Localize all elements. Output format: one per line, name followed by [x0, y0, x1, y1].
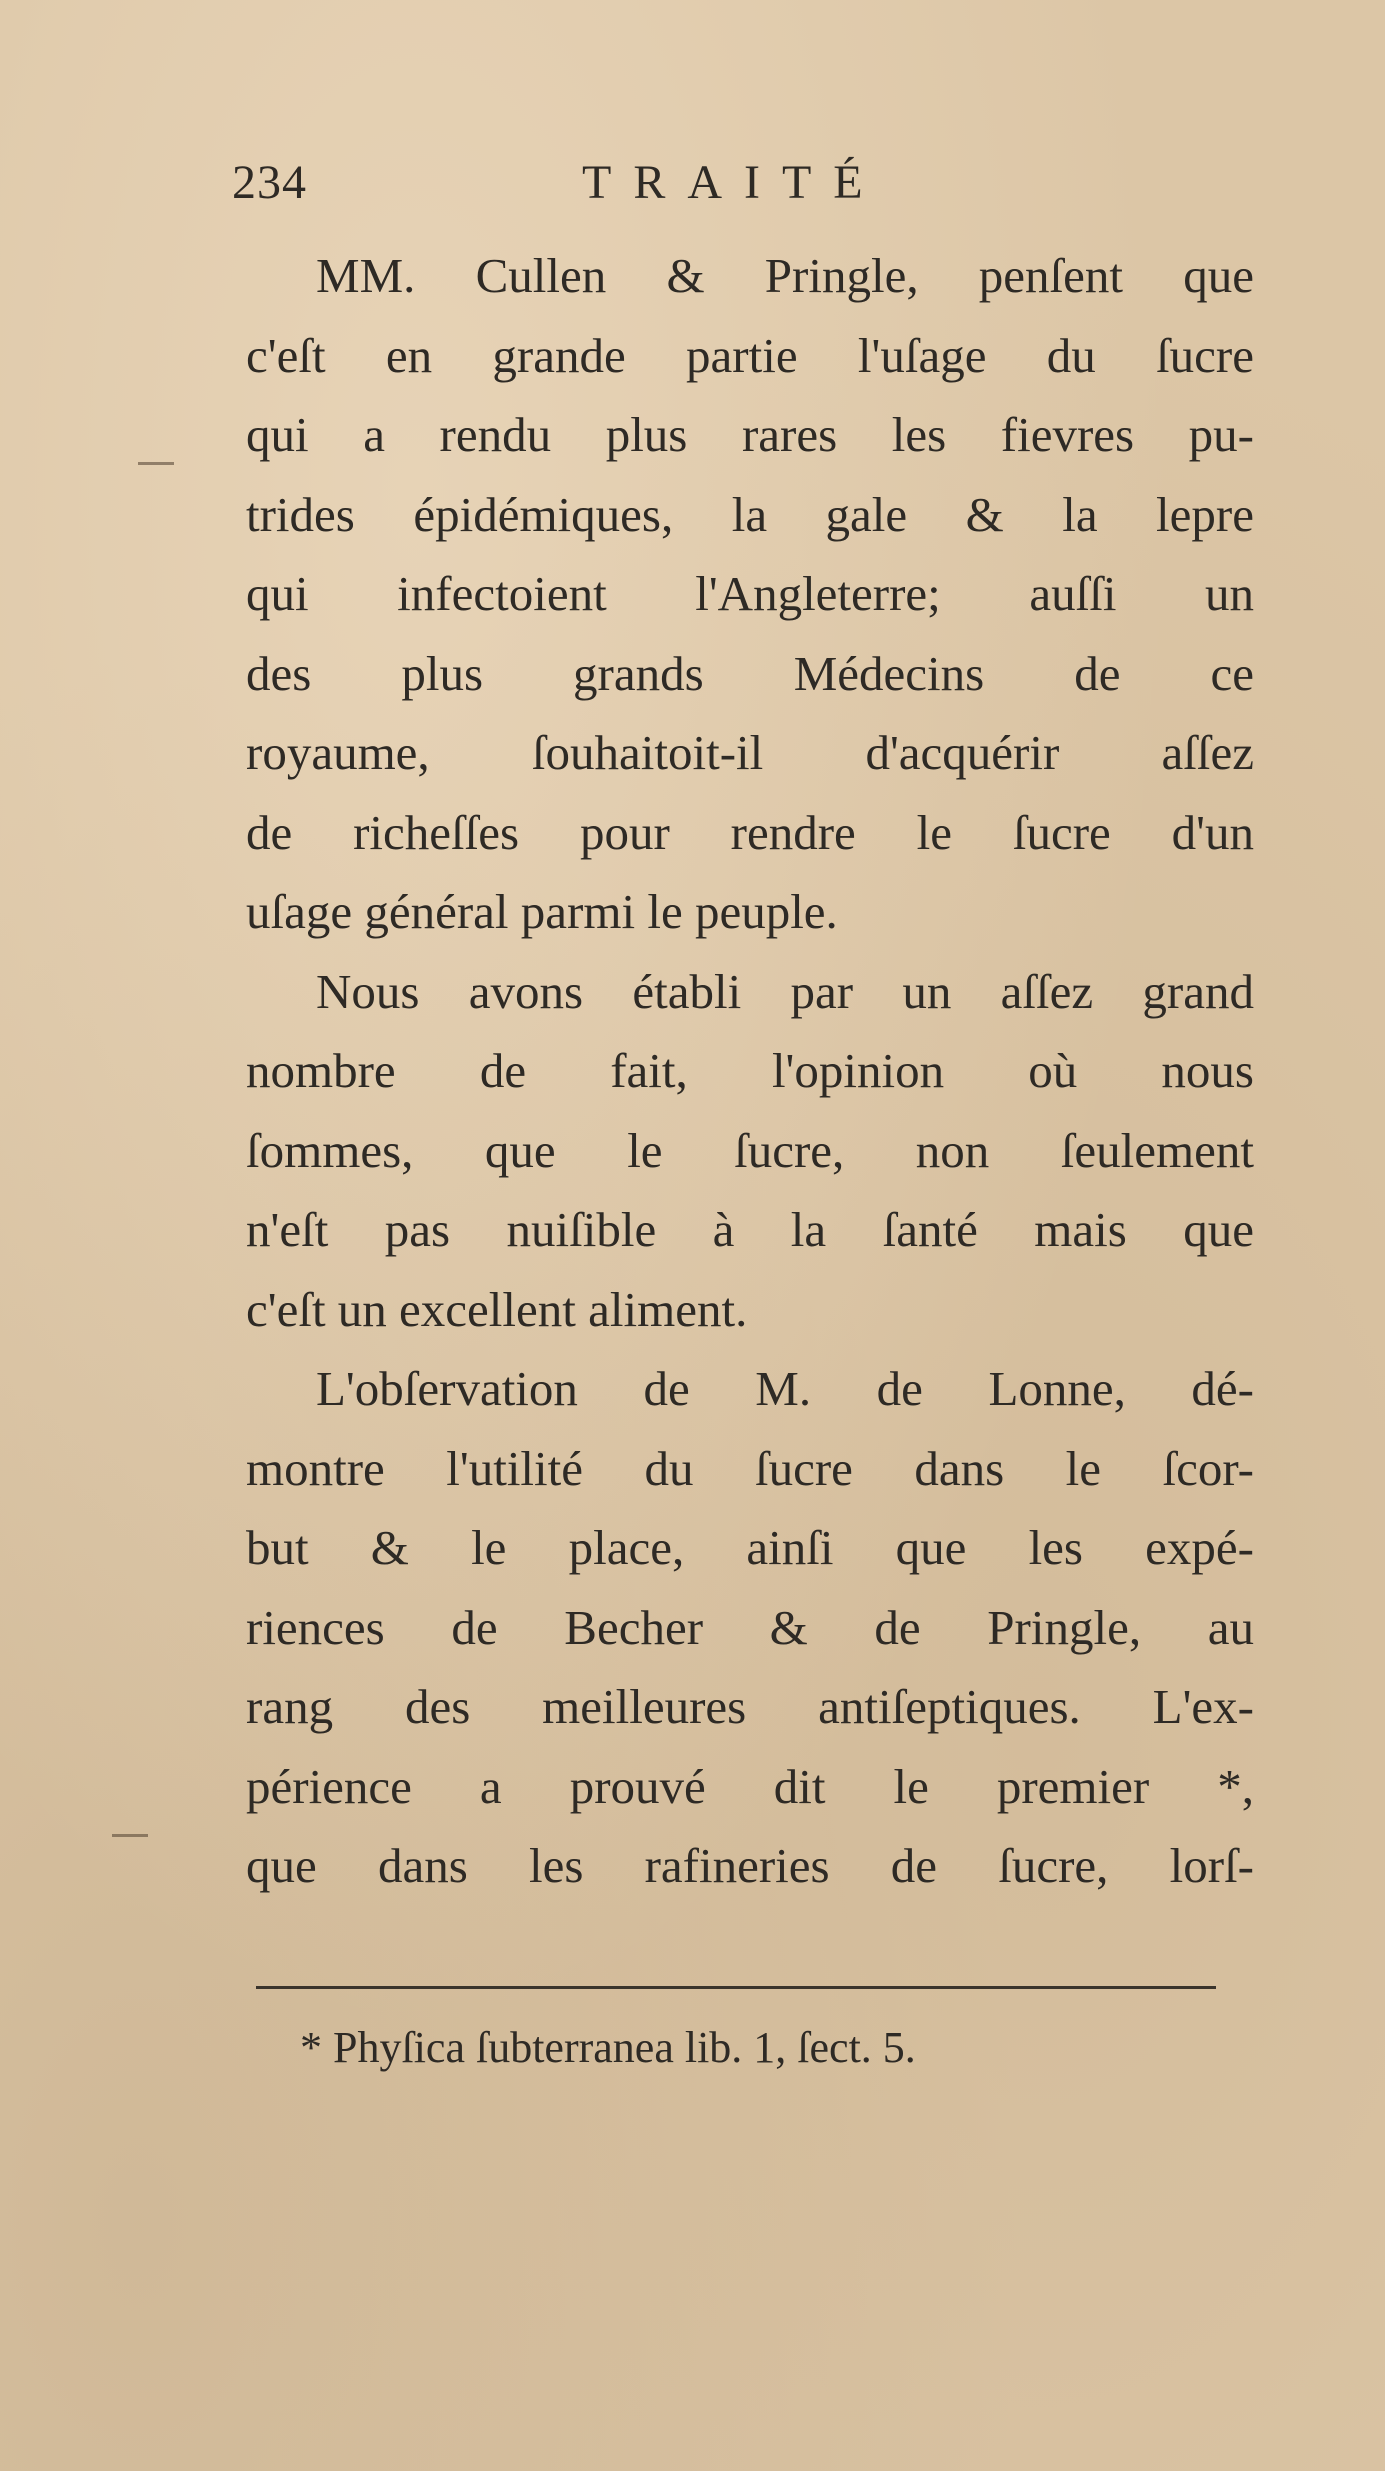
paragraph-3: [246, 1349, 1254, 1906]
footnote-rule: [256, 1986, 1216, 1989]
text-line: montre l'utilité du ſucre dans le ſcor-: [246, 1440, 1254, 1496]
running-head: TRAITÉ: [582, 156, 885, 209]
body-text: [246, 236, 1254, 1906]
paragraph-1: [246, 236, 1254, 952]
margin-mark: [138, 462, 174, 465]
text-line: MM. Cullen & Pringle, penſent que: [316, 248, 1254, 303]
text-line: qui infectoient l'Angleterre; auſſi un: [246, 566, 1254, 621]
text-line: périence a prouvé dit le premier *,: [246, 1758, 1254, 1814]
text-line: Nous avons établi par un aſſez grand: [316, 963, 1254, 1019]
text-line: nombre de fait, l'opinion où nous: [246, 1043, 1254, 1098]
text-line: c'eſt en grande partie l'uſage du ſucre: [246, 327, 1254, 383]
text-line: uſage général parmi le peuple.: [246, 884, 838, 939]
text-line: qui a rendu plus rares les fievres pu-: [246, 407, 1254, 462]
text-line: riences de Becher & de Pringle, au: [246, 1599, 1254, 1655]
text-line: but & le place, ainſi que les expé-: [246, 1520, 1254, 1575]
text-line: que dans les rafineries de ſucre, lorſ-: [246, 1838, 1254, 1893]
text-line: c'eſt un excellent aliment.: [246, 1281, 748, 1337]
text-line: des plus grands Médecins de ce: [246, 645, 1254, 701]
text-line: royaume, ſouhaitoit-il d'acquérir aſſez: [246, 725, 1254, 780]
page-header: [232, 155, 992, 225]
text-line: rang des meilleures antiſeptiques. L'ex-: [246, 1679, 1254, 1734]
page-number: 234: [232, 156, 307, 209]
footnote: * Phyſica ſubterranea lib. 1, ſect. 5.: [300, 2023, 916, 2072]
margin-mark: [112, 1834, 148, 1837]
text-line: trides épidémiques, la gale & la lepre: [246, 486, 1254, 542]
text-line: L'obſervation de M. de Lonne, dé-: [316, 1361, 1254, 1416]
paragraph-2: [246, 952, 1254, 1350]
text-line: ſommes, que le ſucre, non ſeulement: [246, 1122, 1254, 1178]
text-line: n'eſt pas nuiſible à la ſanté mais que: [246, 1202, 1254, 1257]
text-line: de richeſſes pour rendre le ſucre d'un: [246, 804, 1254, 860]
